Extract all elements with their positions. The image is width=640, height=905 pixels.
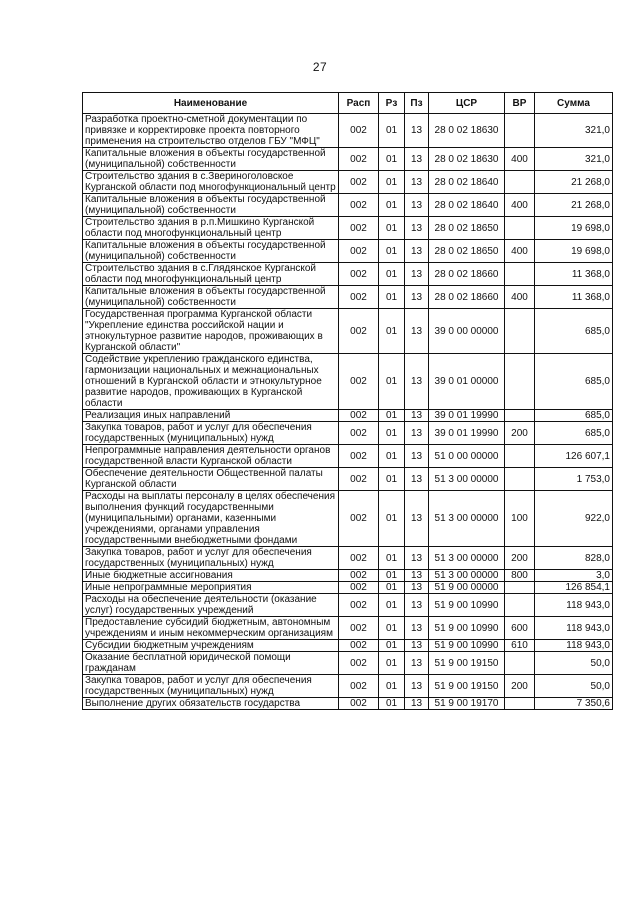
- cell-pz: 13: [405, 354, 429, 410]
- cell-csr: 39 0 01 00000: [429, 354, 505, 410]
- cell-rz: 01: [379, 410, 405, 422]
- cell-name: Капитальные вложения в объекты государственной (муниципальной) собственности: [83, 286, 339, 309]
- cell-rz: 01: [379, 675, 405, 698]
- cell-name: Капитальные вложения в объекты государственной (муниципальной) собственности: [83, 148, 339, 171]
- cell-vr: 200: [505, 547, 535, 570]
- table-row: [83, 217, 613, 240]
- cell-vr: [505, 263, 535, 286]
- cell-sum: 685,0: [535, 422, 613, 445]
- table-row: [83, 594, 613, 617]
- cell-pz: 13: [405, 114, 429, 148]
- cell-sum: 3,0: [535, 570, 613, 582]
- cell-name: Разработка проектно-сметной документации по привязке и корректировке проекта повторного применения на строительство отделов ГБУ "МФЦ": [83, 114, 339, 148]
- cell-csr: 39 0 01 19990: [429, 410, 505, 422]
- cell-sum: 922,0: [535, 491, 613, 547]
- table-row: [83, 309, 613, 354]
- cell-rasp: 002: [339, 491, 379, 547]
- cell-pz: 13: [405, 675, 429, 698]
- cell-name: Иные непрограммные мероприятия: [83, 582, 339, 594]
- cell-rasp: 002: [339, 675, 379, 698]
- cell-name: Субсидии бюджетным учреждениям: [83, 640, 339, 652]
- cell-sum: 1 753,0: [535, 468, 613, 491]
- cell-rasp: 002: [339, 594, 379, 617]
- cell-rasp: 002: [339, 309, 379, 354]
- cell-rz: 01: [379, 640, 405, 652]
- cell-csr: 28 0 02 18640: [429, 194, 505, 217]
- table-row: [83, 263, 613, 286]
- page-number: 27: [312, 60, 328, 74]
- cell-name: Предоставление субсидий бюджетным, автономным учреждениям и иным некоммерческим организациям: [83, 617, 339, 640]
- cell-name: Обеспечение деятельности Общественной палаты Курганской области: [83, 468, 339, 491]
- cell-rz: 01: [379, 286, 405, 309]
- cell-csr: 51 9 00 10990: [429, 594, 505, 617]
- cell-vr: 100: [505, 491, 535, 547]
- cell-name: Закупка товаров, работ и услуг для обеспечения государственных (муниципальных) нужд: [83, 675, 339, 698]
- cell-pz: 13: [405, 652, 429, 675]
- cell-rz: 01: [379, 171, 405, 194]
- cell-csr: 28 0 02 18650: [429, 217, 505, 240]
- cell-csr: 51 9 00 00000: [429, 582, 505, 594]
- cell-rz: 01: [379, 148, 405, 171]
- cell-pz: 13: [405, 445, 429, 468]
- cell-vr: 400: [505, 240, 535, 263]
- cell-csr: 51 3 00 00000: [429, 570, 505, 582]
- cell-sum: 321,0: [535, 114, 613, 148]
- cell-csr: 51 0 00 00000: [429, 445, 505, 468]
- cell-rz: 01: [379, 468, 405, 491]
- cell-csr: 51 9 00 10990: [429, 617, 505, 640]
- cell-vr: [505, 698, 535, 710]
- header-rz: Рз: [379, 93, 405, 114]
- table-row: [83, 286, 613, 309]
- cell-name: Расходы на обеспечение деятельности (оказание услуг) государственных учреждений: [83, 594, 339, 617]
- cell-pz: 13: [405, 422, 429, 445]
- cell-vr: 200: [505, 675, 535, 698]
- cell-vr: 600: [505, 617, 535, 640]
- cell-rasp: 002: [339, 640, 379, 652]
- cell-vr: [505, 410, 535, 422]
- cell-name: Строительство здания в р.п.Мишкино Курганской области под многофункциональный центр: [83, 217, 339, 240]
- cell-rz: 01: [379, 582, 405, 594]
- cell-sum: 685,0: [535, 354, 613, 410]
- cell-vr: 400: [505, 148, 535, 171]
- cell-rasp: 002: [339, 652, 379, 675]
- cell-sum: 118 943,0: [535, 640, 613, 652]
- cell-name: Расходы на выплаты персоналу в целях обеспечения выполнения функций государственными (муниципальными) органами, казенными учреждениями, органами управления государственными внебюджетными фондами: [83, 491, 339, 547]
- cell-rasp: 002: [339, 354, 379, 410]
- cell-csr: 51 9 00 19150: [429, 652, 505, 675]
- cell-rz: 01: [379, 194, 405, 217]
- cell-rz: 01: [379, 114, 405, 148]
- cell-rasp: 002: [339, 286, 379, 309]
- cell-pz: 13: [405, 217, 429, 240]
- cell-csr: 28 0 02 18660: [429, 286, 505, 309]
- cell-rasp: 002: [339, 263, 379, 286]
- table-row: [83, 547, 613, 570]
- cell-rz: 01: [379, 652, 405, 675]
- table-row: [83, 240, 613, 263]
- cell-pz: 13: [405, 171, 429, 194]
- cell-pz: 13: [405, 148, 429, 171]
- cell-rz: 01: [379, 309, 405, 354]
- cell-pz: 13: [405, 263, 429, 286]
- table-row: [83, 582, 613, 594]
- cell-csr: 28 0 02 18660: [429, 263, 505, 286]
- cell-vr: [505, 309, 535, 354]
- cell-csr: 51 3 00 00000: [429, 491, 505, 547]
- cell-rz: 01: [379, 698, 405, 710]
- cell-sum: 50,0: [535, 675, 613, 698]
- table-row: [83, 675, 613, 698]
- cell-sum: 21 268,0: [535, 194, 613, 217]
- cell-csr: 39 0 00 00000: [429, 309, 505, 354]
- cell-rasp: 002: [339, 422, 379, 445]
- cell-csr: 51 9 00 19170: [429, 698, 505, 710]
- cell-name: Содействие укреплению гражданского единства, гармонизации национальных и межнациональных отношений в Курганской области и этнокультурное развитие народов, проживающих в Курганской области: [83, 354, 339, 410]
- cell-sum: 11 368,0: [535, 263, 613, 286]
- header-rasp: Расп: [339, 93, 379, 114]
- cell-rasp: 002: [339, 445, 379, 468]
- cell-vr: 200: [505, 422, 535, 445]
- cell-vr: [505, 217, 535, 240]
- cell-rasp: 002: [339, 698, 379, 710]
- cell-name: Выполнение других обязательств государства: [83, 698, 339, 710]
- header-vr: ВР: [505, 93, 535, 114]
- cell-vr: [505, 468, 535, 491]
- cell-pz: 13: [405, 286, 429, 309]
- cell-rasp: 002: [339, 547, 379, 570]
- header-sum: Сумма: [535, 93, 613, 114]
- cell-rasp: 002: [339, 617, 379, 640]
- table-row: [83, 468, 613, 491]
- cell-vr: 400: [505, 194, 535, 217]
- cell-rasp: 002: [339, 114, 379, 148]
- cell-rasp: 002: [339, 148, 379, 171]
- cell-pz: 13: [405, 617, 429, 640]
- cell-pz: 13: [405, 698, 429, 710]
- cell-pz: 13: [405, 468, 429, 491]
- cell-name: Государственная программа Курганской области "Укрепление единства российской нации и этнокультурное развитие народов, проживающих в Курганской области": [83, 309, 339, 354]
- header-name: Наименование: [83, 93, 339, 114]
- cell-vr: [505, 114, 535, 148]
- cell-csr: 28 0 02 18640: [429, 171, 505, 194]
- cell-vr: 400: [505, 286, 535, 309]
- cell-sum: 126 854,1: [535, 582, 613, 594]
- cell-csr: 28 0 02 18630: [429, 114, 505, 148]
- table-row: [83, 617, 613, 640]
- cell-rz: 01: [379, 354, 405, 410]
- table-row: [83, 171, 613, 194]
- cell-sum: 828,0: [535, 547, 613, 570]
- cell-rz: 01: [379, 422, 405, 445]
- table-row: [83, 640, 613, 652]
- cell-pz: 13: [405, 594, 429, 617]
- cell-sum: 19 698,0: [535, 240, 613, 263]
- cell-sum: 11 368,0: [535, 286, 613, 309]
- cell-pz: 13: [405, 640, 429, 652]
- cell-pz: 13: [405, 194, 429, 217]
- cell-sum: 126 607,1: [535, 445, 613, 468]
- cell-pz: 13: [405, 491, 429, 547]
- cell-rasp: 002: [339, 217, 379, 240]
- cell-pz: 13: [405, 309, 429, 354]
- table-row: [83, 114, 613, 148]
- cell-pz: 13: [405, 410, 429, 422]
- cell-rz: 01: [379, 594, 405, 617]
- cell-sum: 50,0: [535, 652, 613, 675]
- cell-rasp: 002: [339, 240, 379, 263]
- cell-rasp: 002: [339, 194, 379, 217]
- table-row: [83, 491, 613, 547]
- cell-rz: 01: [379, 263, 405, 286]
- cell-rasp: 002: [339, 468, 379, 491]
- cell-pz: 13: [405, 547, 429, 570]
- cell-vr: [505, 354, 535, 410]
- cell-rasp: 002: [339, 582, 379, 594]
- budget-table: [82, 92, 613, 710]
- cell-vr: [505, 652, 535, 675]
- cell-csr: 51 9 00 19150: [429, 675, 505, 698]
- cell-sum: 7 350,6: [535, 698, 613, 710]
- cell-pz: 13: [405, 240, 429, 263]
- cell-rz: 01: [379, 547, 405, 570]
- table-row: [83, 698, 613, 710]
- table-header-row: [83, 93, 613, 114]
- cell-pz: 13: [405, 570, 429, 582]
- table-row: [83, 445, 613, 468]
- cell-rz: 01: [379, 491, 405, 547]
- cell-rz: 01: [379, 570, 405, 582]
- cell-name: Капитальные вложения в объекты государственной (муниципальной) собственности: [83, 194, 339, 217]
- cell-name: Строительство здания в с.Звериноголовское Курганской области под многофункциональный центр: [83, 171, 339, 194]
- cell-name: Непрограммные направления деятельности органов государственной власти Курганской области: [83, 445, 339, 468]
- cell-vr: [505, 171, 535, 194]
- cell-sum: 321,0: [535, 148, 613, 171]
- cell-vr: [505, 445, 535, 468]
- cell-sum: 19 698,0: [535, 217, 613, 240]
- cell-rasp: 002: [339, 410, 379, 422]
- cell-rasp: 002: [339, 570, 379, 582]
- table-row: [83, 354, 613, 410]
- cell-name: Закупка товаров, работ и услуг для обеспечения государственных (муниципальных) нужд: [83, 422, 339, 445]
- cell-name: Иные бюджетные ассигнования: [83, 570, 339, 582]
- cell-vr: 800: [505, 570, 535, 582]
- cell-csr: 51 9 00 10990: [429, 640, 505, 652]
- cell-name: Реализация иных направлений: [83, 410, 339, 422]
- cell-csr: 51 3 00 00000: [429, 547, 505, 570]
- table-row: [83, 194, 613, 217]
- cell-name: Строительство здания в с.Глядянское Курганской области под многофункциональный центр: [83, 263, 339, 286]
- cell-rasp: 002: [339, 171, 379, 194]
- cell-name: Капитальные вложения в объекты государственной (муниципальной) собственности: [83, 240, 339, 263]
- table-row: [83, 570, 613, 582]
- table-row: [83, 410, 613, 422]
- cell-sum: 685,0: [535, 410, 613, 422]
- cell-rz: 01: [379, 217, 405, 240]
- cell-csr: 28 0 02 18650: [429, 240, 505, 263]
- table-row: [83, 652, 613, 675]
- cell-name: Закупка товаров, работ и услуг для обеспечения государственных (муниципальных) нужд: [83, 547, 339, 570]
- table-body: [83, 114, 613, 710]
- cell-csr: 51 3 00 00000: [429, 468, 505, 491]
- cell-sum: 685,0: [535, 309, 613, 354]
- cell-name: Оказание бесплатной юридической помощи гражданам: [83, 652, 339, 675]
- table-row: [83, 148, 613, 171]
- cell-sum: 118 943,0: [535, 594, 613, 617]
- cell-sum: 21 268,0: [535, 171, 613, 194]
- cell-vr: 610: [505, 640, 535, 652]
- cell-vr: [505, 594, 535, 617]
- cell-vr: [505, 582, 535, 594]
- header-csr: ЦСР: [429, 93, 505, 114]
- table-row: [83, 422, 613, 445]
- cell-rz: 01: [379, 240, 405, 263]
- cell-rz: 01: [379, 617, 405, 640]
- header-pz: Пз: [405, 93, 429, 114]
- cell-sum: 118 943,0: [535, 617, 613, 640]
- cell-pz: 13: [405, 582, 429, 594]
- cell-csr: 39 0 01 19990: [429, 422, 505, 445]
- cell-rz: 01: [379, 445, 405, 468]
- cell-csr: 28 0 02 18630: [429, 148, 505, 171]
